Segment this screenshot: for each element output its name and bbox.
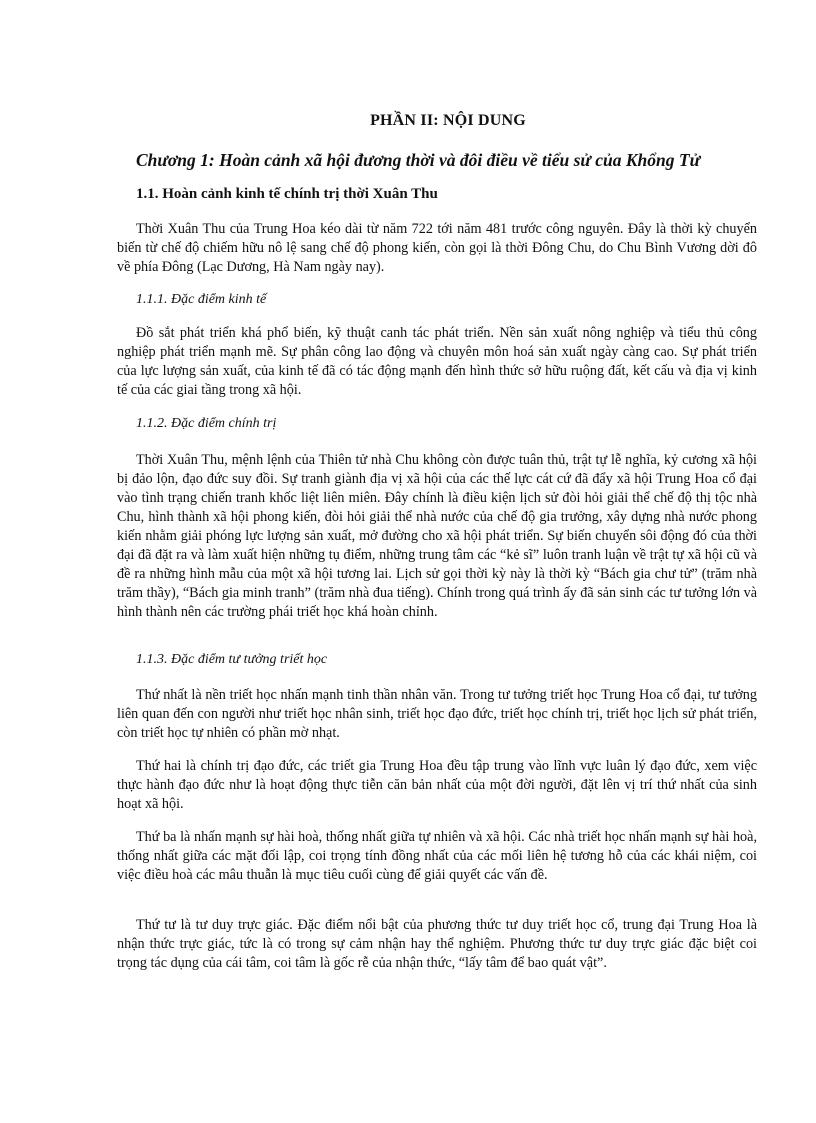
economy-paragraph: Đồ sắt phát triển khá phổ biến, kỹ thuật canh tác phát triển. Nền sản xuất nông nghiệp và tiểu thủ công nghiệp phát triển mạnh mẽ. Sự phân công lao động và chuyên môn hoá sản xuất ngày càng cao. Sự phát triển của lực lượng sản xuất, của kinh tế đã có tác động mạnh đến hình thức sở hữu ruộng đất, kết cấu và địa vị kinh tế của các giai tầng trong xã hội. — [117, 325, 757, 398]
intro-paragraph: Thời Xuân Thu của Trung Hoa kéo dài từ năm 722 tới năm 481 trước công nguyên. Đây là thời kỳ chuyển biến từ chế độ chiếm hữu nô lệ sang chế độ phong kiến, còn gọi là thời Đông Chu, do Chu Bình Vương dời đô về phía Đông (Lạc Dương, Hà Nam ngày nay). — [117, 221, 757, 275]
subheading-politics: 1.1.2. Đặc điểm chính trị — [136, 416, 277, 431]
subheading-philosophy: 1.1.3. Đặc điểm tư tưởng triết học — [136, 652, 328, 667]
section-title: 1.1. Hoàn cảnh kinh tế chính trị thời Xuân Thu — [136, 186, 438, 202]
philosophy-paragraph-3: Thứ ba là nhấn mạnh sự hài hoà, thống nhất giữa tự nhiên và xã hội. Các nhà triết học nhấn mạnh sự hài hoà, thống nhất giữa các mặt đối lập, coi trọng tính đồng nhất của các mối liên hệ tương hỗ của các khái niệm, coi việc điều hoà các mâu thuẫn là mục tiêu cuối cùng để giải quyết các vấn đề. — [117, 829, 757, 883]
part-title: PHẦN II: NỘI DUNG — [370, 112, 526, 129]
philosophy-paragraph-1: Thứ nhất là nền triết học nhấn mạnh tinh thần nhân văn. Trong tư tưởng triết học Trung Hoa cổ đại, tư tưởng liên quan đến con người như triết học nhân sinh, triết học đạo đức, triết học chính trị, triết học lịch sử phát triển, còn triết học tự nhiên có phần mờ nhạt. — [117, 687, 757, 741]
philosophy-paragraph-4: Thứ tư là tư duy trực giác. Đặc điểm nổi bật của phương thức tư duy triết học cổ, trung đại Trung Hoa là nhận thức trực giác, tức là có trong sự cảm nhận hay thể nghiệm. Phương thức tư duy trực giác đặc biệt coi trọng tác dụng của cái tâm, coi tâm là gốc rễ của nhận thức, “lấy tâm để bao quát vật”. — [117, 917, 757, 971]
chapter-title: Chương 1: Hoàn cảnh xã hội đương thời và đôi điều về tiểu sử của Khổng Tử — [136, 150, 701, 170]
philosophy-paragraph-2: Thứ hai là chính trị đạo đức, các triết gia Trung Hoa đều tập trung vào lĩnh vực luân lý đạo đức, xem việc thực hành đạo đức như là hoạt động thực tiễn căn bản nhất của một đời người, đặt lên vị trí thứ nhất của sinh hoạt xã hội. — [117, 758, 757, 812]
politics-paragraph: Thời Xuân Thu, mệnh lệnh của Thiên tử nhà Chu không còn được tuân thủ, trật tự lễ nghĩa, kỷ cương xã hội bị đảo lộn, đạo đức suy đồi. Sự tranh giành địa vị xã hội của các thế lực cát cứ đã đẩy xã hội Trung Hoa cổ đại vào tình trạng chiến tranh khốc liệt liên miên. Đây chính là điều kiện lịch sử đòi hỏi giải thể chế độ thị tộc nhà Chu, hình thành xã hội phong kiến, đòi hỏi giải thể nhà nước của chế độ gia trưởng, xây dựng nhà nước phong kiến nhằm giải phóng lực lượng sản xuất, mở đường cho xã hội phát triển. Sự biến chuyển sôi động đó của thời đại đã đặt ra và làm xuất hiện những tụ điểm, những trung tâm các “kẻ sĩ” luôn tranh luận về trật tự xã hội cũ và đề ra những hình mẫu của một xã hội tương lai. Lịch sử gọi thời kỳ này là thời kỳ “Bách gia chư tử” (trăm nhà trăm thầy), “Bách gia minh tranh” (trăm nhà đua tiếng). Chính trong quá trình ấy đã sản sinh các tư tưởng lớn và hình thành nên các trường phái triết học khá hoàn chỉnh. — [117, 452, 757, 620]
subheading-economy: 1.1.1. Đặc điểm kinh tế — [136, 292, 267, 307]
